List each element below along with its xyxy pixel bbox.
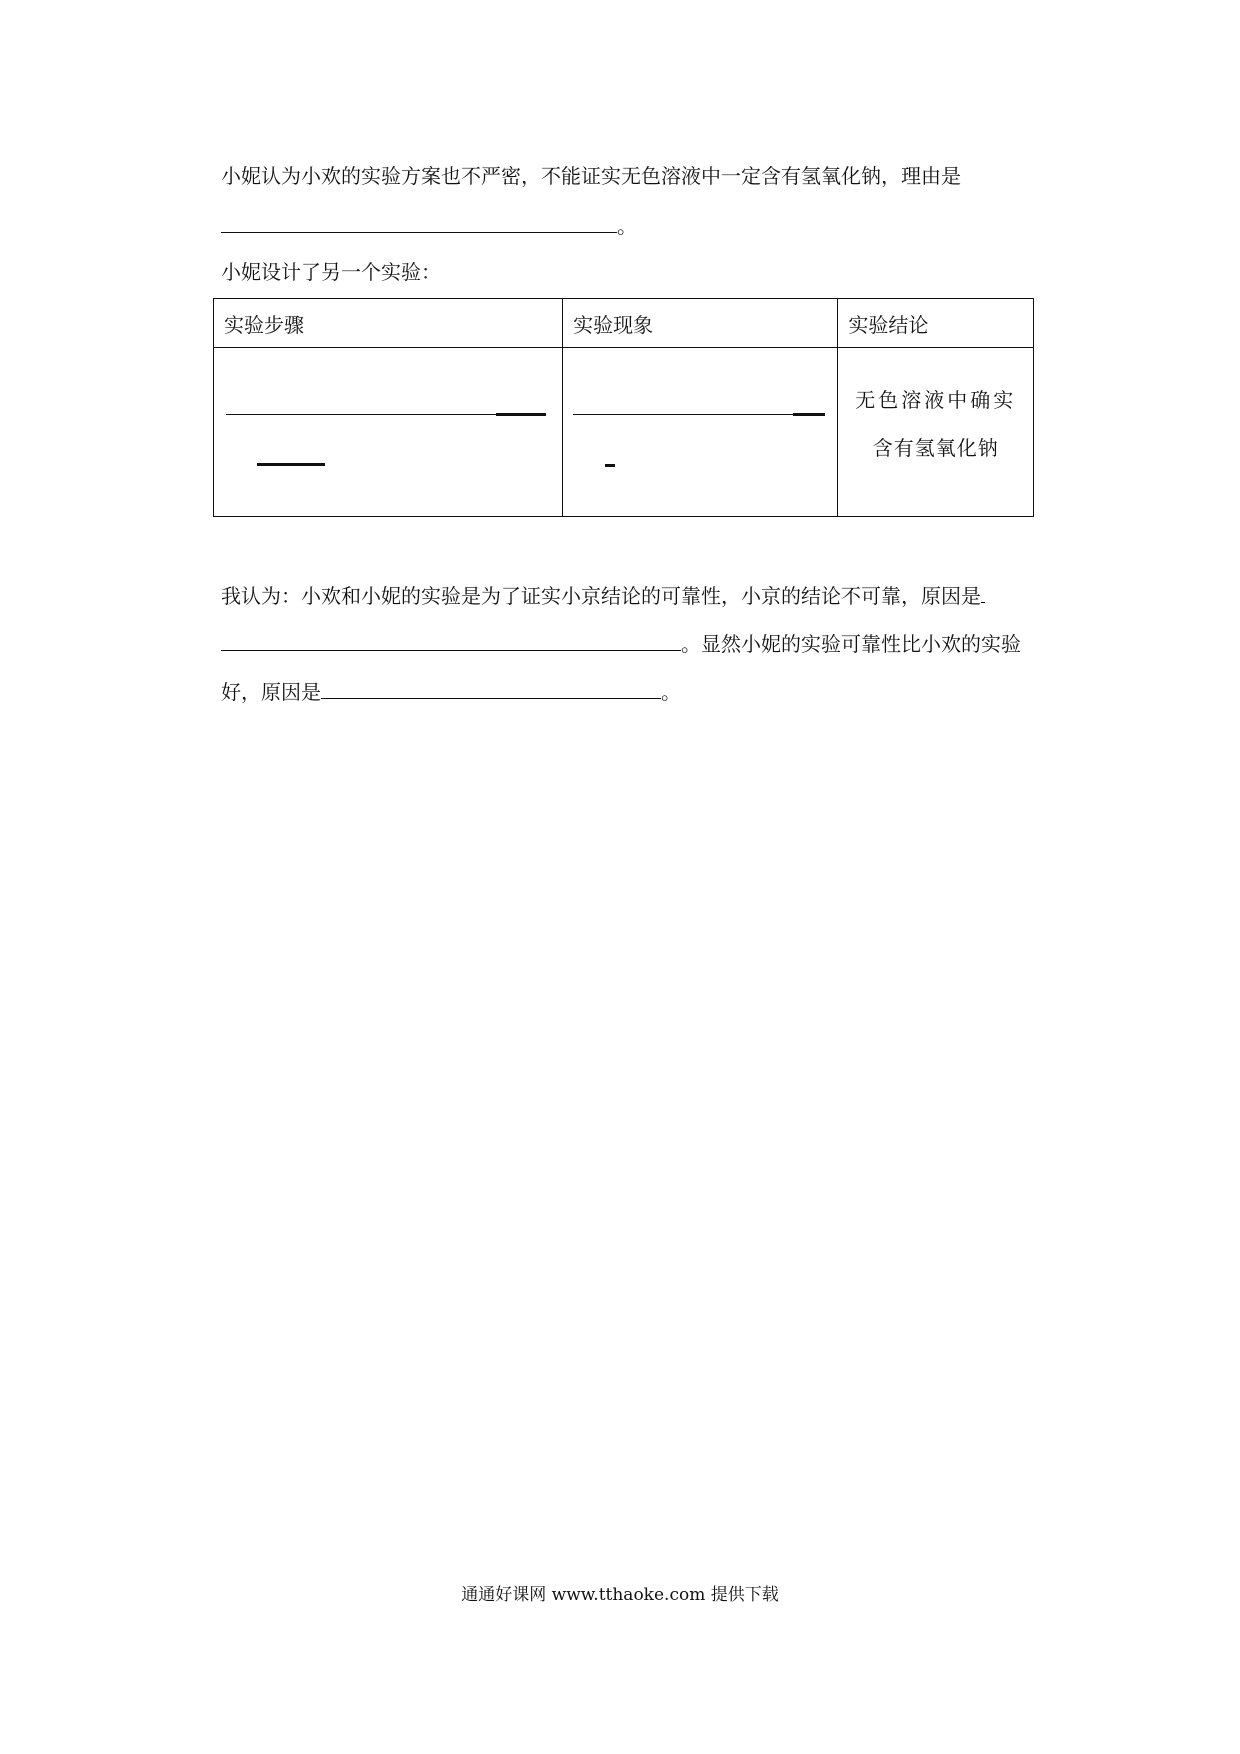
paragraph-text: 小妮设计了另一个实验： (221, 260, 441, 284)
conclusion-line: 含有氢氧化钠 (872, 436, 999, 460)
table-header-row (214, 299, 1034, 348)
paragraph-experiment-intro (221, 258, 441, 286)
header-cell-conclusion: 实验结论 (838, 299, 1034, 348)
sentence-end: 。 (617, 214, 637, 238)
table-row (214, 348, 1034, 517)
conclusion-line: 无色溶液中确实 (855, 388, 1017, 412)
cell-steps-answer[interactable] (214, 348, 563, 517)
answer-line-comparison (221, 676, 681, 706)
answer-blank[interactable] (981, 580, 985, 603)
answer-blank[interactable] (496, 413, 546, 416)
answer-blank[interactable] (605, 464, 615, 467)
answer-blank[interactable] (573, 414, 793, 415)
answer-blank[interactable] (221, 210, 617, 233)
header-cell-phenomenon: 实验现象 (563, 299, 838, 348)
sentence-end: 。 (661, 680, 681, 704)
experiment-table (213, 298, 1034, 517)
paragraph-opinion (221, 580, 985, 610)
answer-line-reason (221, 210, 637, 240)
paragraph-text: 。显然小妮的实验可靠性比小欢的实验 (681, 632, 1021, 656)
answer-blank[interactable] (221, 628, 681, 651)
paragraph-text: 我认为：小欢和小妮的实验是为了证实小京结论的可靠性，小京的结论不可靠，原因是 (221, 584, 981, 608)
header-cell-steps: 实验步骤 (214, 299, 563, 348)
answer-blank[interactable] (793, 413, 825, 416)
paragraph-text: 好，原因是 (221, 680, 321, 704)
answer-blank[interactable] (226, 414, 496, 415)
paragraph-reason-prompt (221, 162, 961, 190)
answer-blank[interactable] (257, 463, 325, 466)
answer-blank[interactable] (321, 676, 661, 699)
answer-line-opinion (221, 628, 1021, 658)
cell-conclusion (838, 348, 1034, 517)
paragraph-text: 小妮认为小欢的实验方案也不严密，不能证实无色溶液中一定含有氢氧化钠，理由是 (221, 164, 961, 188)
cell-phenomenon-answer[interactable] (563, 348, 838, 517)
page-footer: 通通好课网 www.tthaoke.com 提供下载 (461, 1585, 779, 1605)
